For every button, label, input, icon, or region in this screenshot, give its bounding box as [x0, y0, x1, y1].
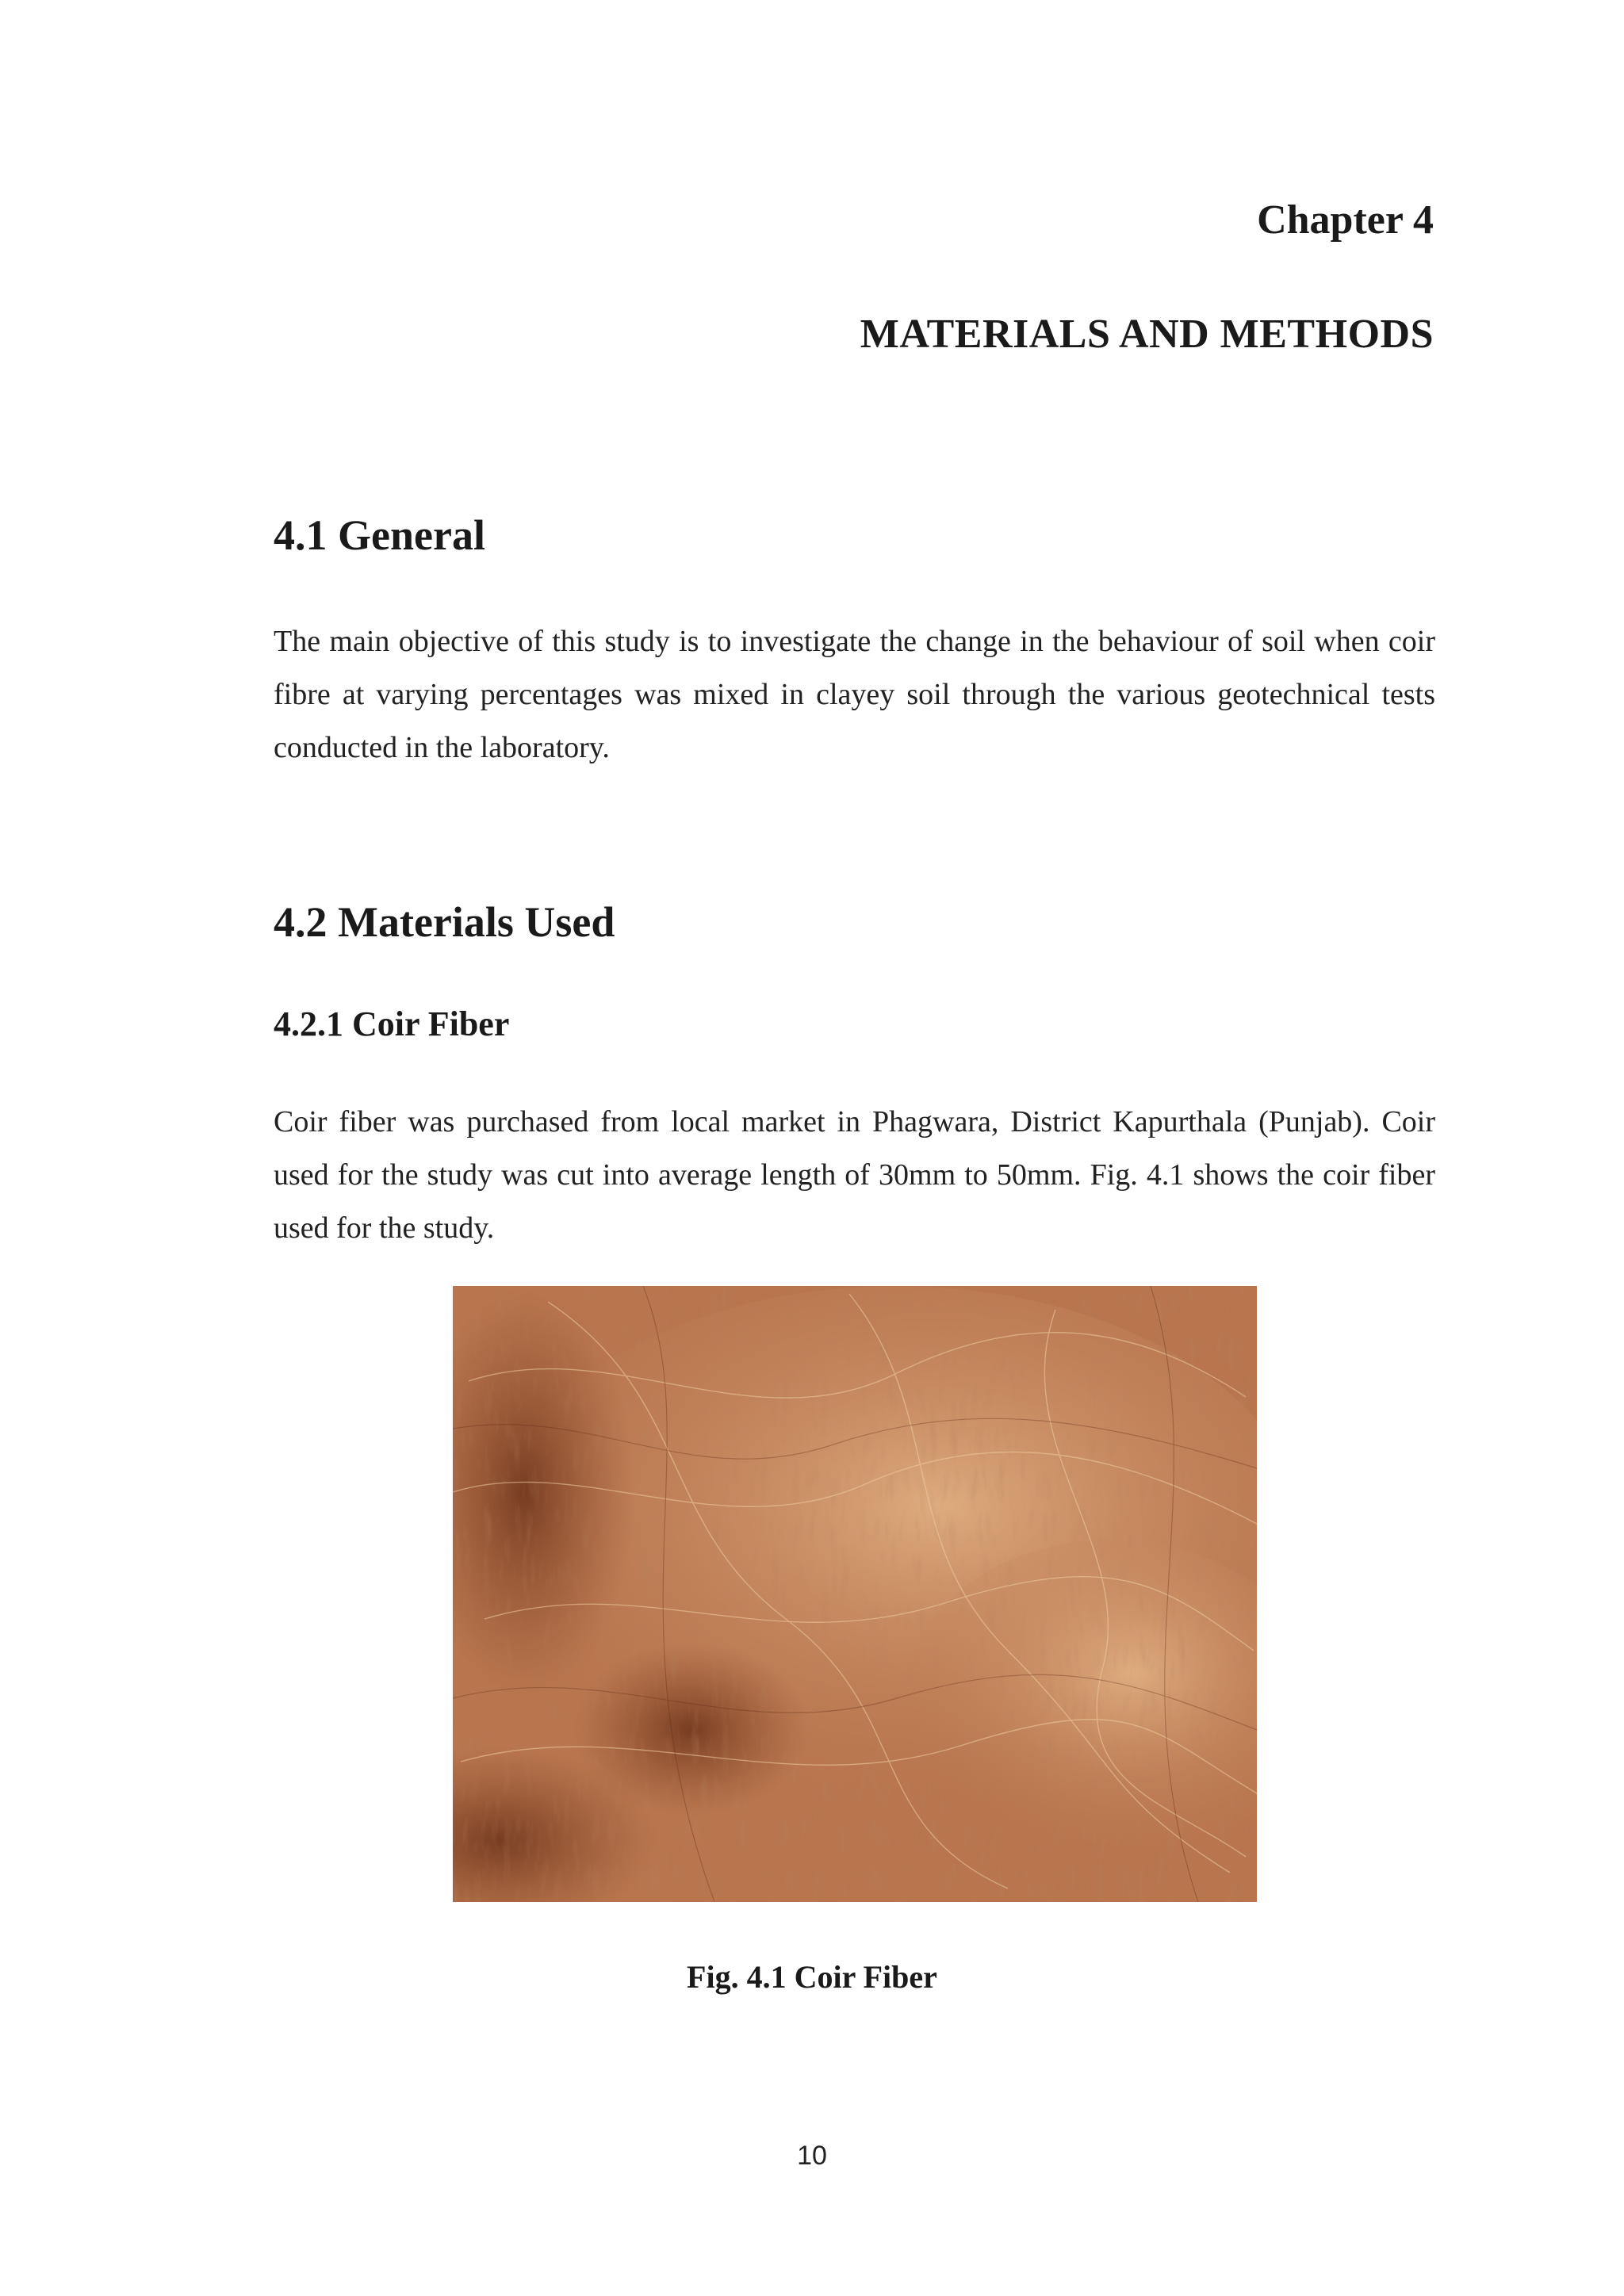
page-number: 10	[797, 2141, 827, 2171]
coir-fiber-photo	[453, 1286, 1257, 1902]
section-heading-materials-used: 4.2 Materials Used	[274, 898, 615, 946]
chapter-title: MATERIALS AND METHODS	[860, 312, 1434, 357]
subsection-heading-coir-fiber: 4.2.1 Coir Fiber	[274, 1004, 510, 1043]
figure-caption: Fig. 4.1 Coir Fiber	[687, 1959, 937, 1995]
chapter-number: Chapter 4	[1257, 197, 1434, 243]
section-heading-general: 4.1 General	[274, 511, 485, 559]
section-general-paragraph: The main objective of this study is to investigate the change in the behaviour of soil when coir fibre at varying percentages was mixed in clayey soil through the various geotechnical tests conducted in the laboratory.	[274, 625, 1435, 764]
subsection-coir-fiber-paragraph: Coir fiber was purchased from local market in Phagwara, District Kapurthala (Punjab). Coir used for the study was cut into average length of 30mm to 50mm. Fig. 4.1 shows the coir fiber used for the study.	[274, 1105, 1435, 1245]
